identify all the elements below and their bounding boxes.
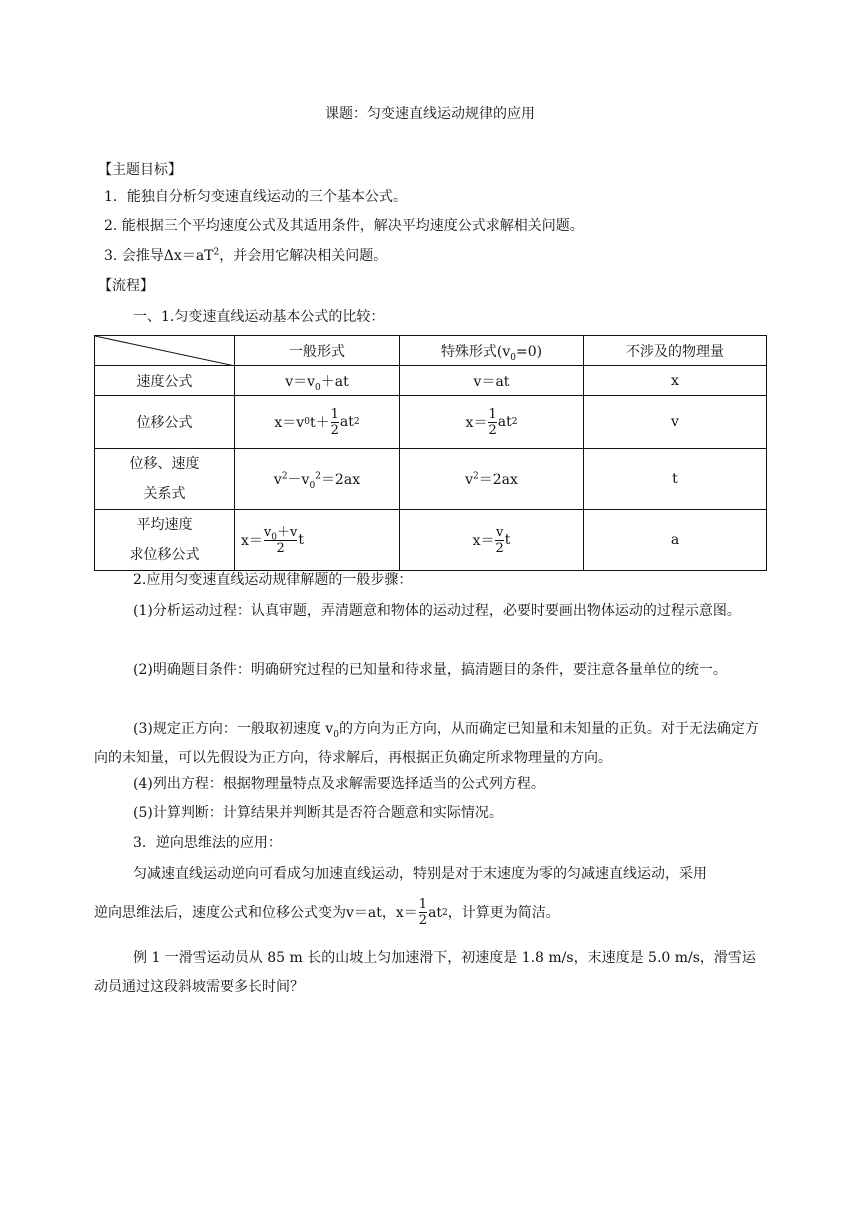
table-row [95, 366, 767, 396]
section-2-heading: 2.应用匀变速直线运动规律解题的一般步骤： [133, 572, 413, 588]
header-special: 特殊形式$(v_0=0)$ [400, 336, 584, 366]
reverse-thinking-line-1: 匀减速直线运动逆向可看成匀加速直线运动，特别是对于末速度为零的匀减速直线运动，采用 [133, 866, 707, 882]
formula-comparison-table [94, 335, 767, 571]
goal-item-1: 1．能独自分析匀变速直线运动的三个基本公式。 [104, 189, 407, 205]
fraction: $\frac{v}{2}$ [495, 524, 504, 556]
cell-missing: a [584, 510, 767, 571]
cell-special: v＝at [400, 366, 584, 396]
fraction: $\frac{1}{2}$ [488, 406, 497, 438]
step-2: (2)明确题目条件：明确研究过程的已知量和待求量，搞清题目的条件，要注意各量单位的统一。 [133, 662, 727, 678]
step-3: (3)规定正方向：一般取初速度 $v_0$的方向为正方向，从而确定已知量和未知量的正负。对于无法确定方向的未知量，可以先假设为正方向，待求解后，再根据正负确定所求物理量的方向。 [94, 721, 759, 766]
cell-general: x＝ $\frac{v_0+v}{2}$ t [235, 510, 400, 571]
row-label: 位移公式 [95, 396, 235, 449]
section-1-heading: 一、1.匀变速直线运动基本公式的比较： [133, 309, 385, 325]
goal-item-2: 2. 能根据三个平均速度公式及其适用条件，解决平均速度公式求解相关问题。 [104, 218, 584, 234]
row-label-line-1: 位移、速度 [129, 456, 200, 472]
cell-special: x＝ $\frac{v}{2}$ t [400, 510, 584, 571]
cell-special: $v^2=2ax$ [400, 449, 584, 510]
header-missing: 不涉及的物理量 [584, 336, 767, 366]
cell-special: x＝ $\frac{1}{2}$ at 2 [400, 396, 584, 449]
cell-general: x＝v 0 t＋ $\frac{1}{2}$ at 2 [235, 396, 400, 449]
goal-item-3: 3. 会推导$\Delta x=aT^2$，并会用它解决相关问题。 [104, 247, 388, 264]
table-corner-diagonal [95, 336, 235, 366]
page-title: 课题：匀变速直线运动规律的应用 [325, 106, 535, 122]
step-1: (1)分析运动过程：认真审题，弄清题意和物体的运动过程，必要时要画出物体运动的过程示意图。 [133, 603, 741, 619]
example-1: 例 1 一滑雪运动员从 85 m 长的山坡上匀加速滑下，初速度是 1.8 m/s，末速度是 5.0 m/s，滑雪运动员通过这段斜坡需要多长时间？ [94, 950, 756, 995]
step-5: (5)计算判断：计算结果并判断其是否符合题意和实际情况。 [133, 805, 503, 821]
cell-missing: t [584, 449, 767, 510]
goals-heading: 【主题目标】 [98, 162, 182, 178]
table-row [95, 396, 767, 449]
section-3-heading: 3．逆向思维法的应用： [133, 835, 282, 851]
row-label-line-1: 平均速度 [136, 517, 193, 533]
table-row [95, 510, 767, 571]
row-label [95, 449, 235, 510]
row-label-line-2: 求位移公式 [129, 547, 200, 563]
row-label-line-2: 关系式 [143, 486, 186, 502]
cell-missing: v [584, 396, 767, 449]
table-row [95, 449, 767, 510]
fraction: $\frac{v_0+v}{2}$ [263, 524, 298, 556]
process-heading: 【流程】 [98, 278, 154, 294]
cell-missing: x [584, 366, 767, 396]
step-4: (4)列出方程：根据物理量特点及求解需要选择适当的公式列方程。 [133, 776, 545, 792]
row-label [95, 510, 235, 571]
fraction: $\frac{1}{2}$ [418, 897, 428, 928]
diagonal-line [95, 336, 235, 366]
cell-general: $v^2-v_0^2=2ax$ [235, 449, 400, 510]
fraction: $\frac{1}{2}$ [330, 406, 339, 438]
row-label: 速度公式 [95, 366, 235, 396]
reverse-thinking-line-2: 逆向思维法后，速度公式和位移公式变为v＝at，x＝ $\frac{1}{2}$ at 2 ，计算更为简洁。 [94, 897, 560, 928]
header-general: 一般形式 [235, 336, 400, 366]
cell-general: $v=v_0+at$ [235, 366, 400, 396]
